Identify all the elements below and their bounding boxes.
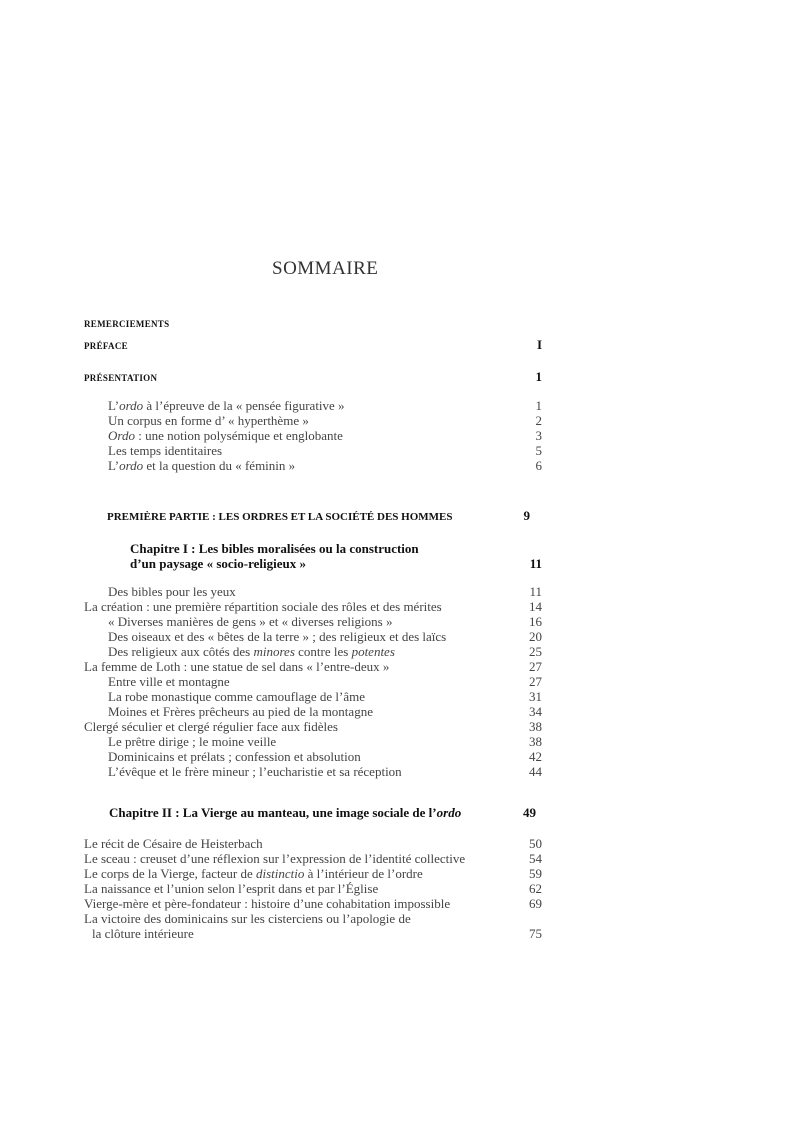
toc-page: 25 bbox=[529, 644, 542, 659]
toc-entry: Des religieux aux côtés des minores contre les potentes bbox=[108, 644, 395, 659]
page-title: SOMMAIRE bbox=[272, 258, 379, 279]
toc-page: 6 bbox=[535, 458, 542, 473]
toc-page-presentation: 1 bbox=[535, 369, 542, 384]
toc-heading-remerciements: REMERCIEMENTS bbox=[84, 319, 170, 329]
toc-page: 38 bbox=[529, 734, 542, 749]
toc-entry: Moines et Frères prêcheurs au pied de la montagne bbox=[108, 704, 373, 719]
chapter-one-page: 11 bbox=[529, 556, 542, 571]
toc-entry: « Diverses manières de gens » et « diverses religions » bbox=[108, 614, 393, 629]
toc-entry: L’ordo et la question du « féminin » bbox=[108, 458, 296, 473]
chapter-one-title-line2: d’un paysage « socio-religieux » bbox=[130, 556, 306, 571]
toc-page: 27 bbox=[529, 659, 542, 674]
toc-page: 34 bbox=[529, 704, 542, 719]
toc-page: 1 bbox=[535, 398, 542, 413]
toc-entry: Le récit de Césaire de Heisterbach bbox=[84, 836, 263, 851]
toc-page: 11 bbox=[529, 584, 542, 599]
toc-page: 62 bbox=[529, 881, 542, 896]
chapter-two-title: Chapitre II : La Vierge au manteau, une image sociale de l’ordo bbox=[109, 805, 462, 820]
toc-page: 14 bbox=[529, 599, 542, 614]
toc-page: 59 bbox=[529, 866, 542, 881]
chapter-two-page: 49 bbox=[523, 805, 536, 820]
toc-entry: Le sceau : creuset d’une réflexion sur l’expression de l’identité collective bbox=[84, 851, 466, 866]
toc-entry: Des bibles pour les yeux bbox=[108, 584, 236, 599]
toc-entry: Ordo : une notion polysémique et englobante bbox=[108, 428, 343, 443]
toc-page: 3 bbox=[535, 428, 542, 443]
toc-heading-preface: PRÉFACE bbox=[84, 341, 128, 351]
part-one-page: 9 bbox=[523, 508, 530, 523]
toc-entry: Le corps de la Vierge, facteur de distinctio à l’intérieur de l’ordre bbox=[84, 866, 423, 881]
toc-page: 50 bbox=[529, 836, 542, 851]
toc-entry: L’évêque et le frère mineur ; l’eucharistie et sa réception bbox=[108, 764, 402, 779]
toc-entry: La femme de Loth : une statue de sel dans « l’entre-deux » bbox=[84, 659, 390, 674]
toc-page: 69 bbox=[529, 896, 542, 911]
toc-page: 2 bbox=[535, 413, 542, 428]
toc-page: 27 bbox=[529, 674, 542, 689]
toc-entry: Les temps identitaires bbox=[108, 443, 223, 458]
part-one-heading: PREMIÈRE PARTIE : LES ORDRES ET LA SOCIÉTÉ DES HOMMES bbox=[107, 511, 453, 523]
toc-page: 54 bbox=[529, 851, 542, 866]
toc-entry: Des oiseaux et des « bêtes de la terre » ; des religieux et des laïcs bbox=[108, 629, 447, 644]
toc-page: 75 bbox=[529, 926, 542, 941]
toc-page-preface: I bbox=[536, 337, 542, 352]
toc-entry: L’ordo à l’épreuve de la « pensée figurative » bbox=[108, 398, 345, 413]
toc-page: 31 bbox=[529, 689, 542, 704]
toc-entry: Le prêtre dirige ; le moine veille bbox=[108, 734, 277, 749]
toc-page: 38 bbox=[529, 719, 542, 734]
toc-entry: Vierge-mère et père-fondateur : histoire d’une cohabitation impossible bbox=[84, 896, 451, 911]
toc-page: 16 bbox=[529, 614, 542, 629]
toc-page: 44 bbox=[529, 764, 542, 779]
toc-entry: Clergé séculier et clergé régulier face aux fidèles bbox=[84, 719, 338, 734]
toc-entry: Un corpus en forme d’ « hyperthème » bbox=[108, 413, 309, 428]
toc-entry: La robe monastique comme camouflage de l’âme bbox=[108, 689, 366, 704]
toc-page: 42 bbox=[529, 749, 542, 764]
toc-page: 5 bbox=[535, 443, 542, 458]
toc-entry: la clôture intérieure bbox=[92, 926, 194, 941]
toc-page: 20 bbox=[529, 629, 542, 644]
toc-entry: La naissance et l’union selon l’esprit dans et par l’Église bbox=[84, 881, 379, 896]
toc-entry: La victoire des dominicains sur les cisterciens ou l’apologie de bbox=[84, 911, 411, 926]
toc-entry: Dominicains et prélats ; confession et absolution bbox=[108, 749, 361, 764]
toc-entry: La création : une première répartition sociale des rôles et des mérites bbox=[84, 599, 442, 614]
chapter-one-title-line1: Chapitre I : Les bibles moralisées ou la construction bbox=[130, 541, 419, 556]
toc-entry: Entre ville et montagne bbox=[108, 674, 230, 689]
toc-heading-presentation: PRÉSENTATION bbox=[84, 373, 158, 383]
